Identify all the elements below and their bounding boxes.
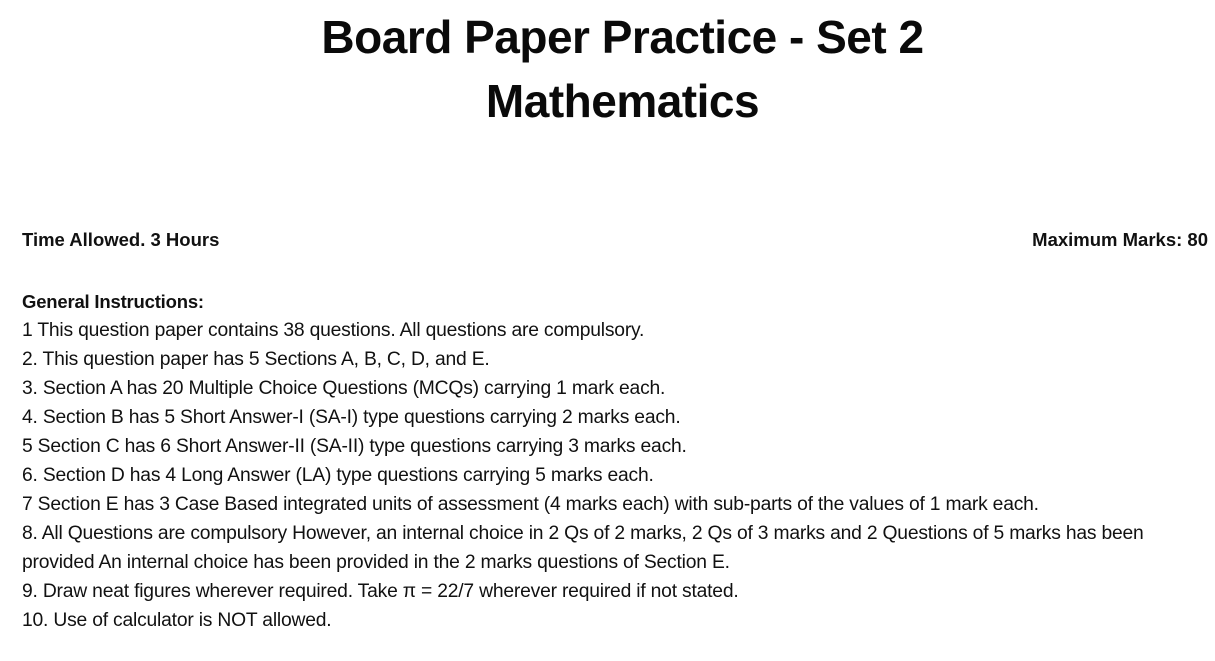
instruction-item: 1 This question paper contains 38 questions. All questions are compulsory. bbox=[22, 320, 645, 341]
instruction-item: 8. All Questions are compulsory However, an internal choice in 2 Qs of 2 marks, 2 Qs of 3 marks and 2 Questions of 5 marks has been provided An internal choice has been provided in the 2 marks questions of Section E. bbox=[22, 523, 1144, 573]
instruction-item: 2. This question paper has 5 Sections A, B, C, D, and E. bbox=[22, 349, 490, 370]
instruction-item: 9. Draw neat figures wherever required. Take π = 22/7 wherever required if not stated. bbox=[22, 581, 739, 602]
instruction-item: 3. Section A has 20 Multiple Choice Questions (MCQs) carrying 1 mark each. bbox=[22, 378, 666, 399]
instruction-item: 5 Section C has 6 Short Answer-II (SA-II) type questions carrying 3 marks each. bbox=[22, 436, 687, 457]
time-allowed: Time Allowed. 3 Hours bbox=[22, 229, 220, 250]
instruction-item: 4. Section B has 5 Short Answer-I (SA-I) type questions carrying 2 marks each. bbox=[22, 407, 681, 428]
instructions-heading: General Instructions: bbox=[22, 291, 204, 312]
paper-title: Board Paper Practice - Set 2 bbox=[321, 11, 924, 63]
general-instructions bbox=[22, 287, 1214, 635]
instruction-item: 10. Use of calculator is NOT allowed. bbox=[22, 610, 332, 631]
maximum-marks: Maximum Marks: 80 bbox=[1032, 229, 1208, 250]
instruction-item: 7 Section E has 3 Case Based integrated units of assessment (4 marks each) with sub-parts of the values of 1 mark each. bbox=[22, 494, 1039, 515]
instruction-item: 6. Section D has 4 Long Answer (LA) type questions carrying 5 marks each. bbox=[22, 465, 654, 486]
subject-title: Mathematics bbox=[485, 75, 760, 127]
instructions-list bbox=[22, 316, 1214, 635]
